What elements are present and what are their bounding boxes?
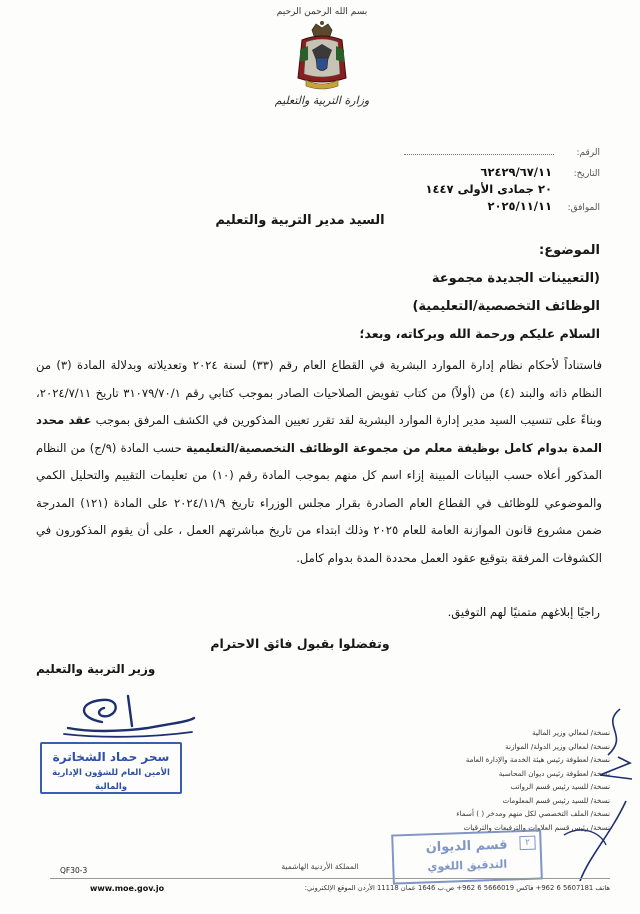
cc-item: نسخة/ لمعالي وزير الدولة/ الموازنة	[505, 741, 610, 751]
ref-gregorian-label: الموافق:	[567, 203, 600, 213]
stamp-title: الأمين العام للشؤون الإدارية والمالية	[52, 768, 170, 792]
diwan-stamp-line-2: التدقيق اللغوي	[427, 857, 508, 874]
regards-line: وتفضلوا بقبول فائق الاحترام	[210, 636, 390, 651]
body-bold-part: عقد محدد المدة بدوام كامل بوظيفة معلم من مجموعة الوظائف التخصصية/التعليمية	[36, 413, 603, 455]
footer-country: المملكة الأردنية الهاشمية	[281, 862, 359, 871]
ref-date-value: ٦٢٤٢٩/٦٧/١١	[480, 165, 552, 179]
body-part-1: فاستناداً لأحكام نظام إدارة الموارد البشرية في القطاع العام رقم (٣٣) لسنة ٢٠٢٤ وتعديلاته وبدلالة المادة (٣) من النظام ذاته والبند (٤) من (أولاً) من كتاب تفويض الصلاحيات الصادر بموجب كتابي رقم ٣١٠٧٩/٧٠/١ تاريخ ٢٠٢٤/٧/١١، وبناءً على تنسيب السيد مدير إدارة الموارد البشرية لقد تقرر تعيين المذكورين في الكشف المرفق بموجب	[36, 358, 602, 427]
ref-hijri-value: ٢٠ جمادى الأولى ١٤٤٧	[425, 182, 552, 196]
stamp-name: سحر حماد الشخاترة	[52, 750, 170, 764]
cc-item: نسخة/ الملف التخصصي لكل منهم ومدخر ( ) أسماء	[456, 809, 610, 818]
cc-item: نسخة/ لعطوفة رئيس ديوان المحاسبة	[498, 768, 610, 778]
cc-item: نسخة/ رئيس قسم العلاوات والترفيعات والترقيات	[463, 822, 610, 832]
ref-date-row	[370, 165, 600, 182]
cc-item: نسخة/ لعطوفة رئيس هيئة الخدمة والإدارة العامة	[465, 755, 610, 764]
ministry-logo-text: وزارة التربية والتعليم	[274, 94, 370, 107]
diwan-stamp-line-1: قسم الديوان	[425, 837, 508, 856]
reference-block	[370, 148, 600, 216]
footer-contact: هاتف 5607181 6 962+ فاكس 5666019 6 962+ ص.ب 1646 عمان 11118 الأردن الموقع الإلكتروني:	[304, 884, 610, 892]
signature-icon	[58, 688, 198, 740]
letter-body	[36, 352, 602, 572]
cc-item: نسخة/ لمعالي وزير المالية	[531, 728, 610, 737]
form-code: QF30-3	[60, 866, 88, 875]
diwan-stamp	[391, 829, 543, 884]
footer-website-link[interactable]: www.moe.gov.jo	[90, 884, 165, 893]
subject-label: الموضوع:	[539, 243, 600, 258]
ref-hijri-row	[370, 182, 600, 199]
cc-item: نسخة/ للسيد رئيس قسم الرواتب	[510, 782, 610, 791]
subject-line-2: الوظائف التخصصية/التعليمية)	[412, 299, 600, 314]
subject-line-1: (التعيينات الجديدة مجموعة	[431, 271, 600, 286]
cc-item: نسخة/ للسيد رئيس قسم المعلومات	[502, 795, 610, 805]
letterhead	[262, 6, 382, 136]
diwan-stamp-badge: ٢	[519, 836, 535, 851]
jordan-coat-of-arms-icon	[294, 20, 350, 92]
ref-gregorian-value: ٢٠٢٥/١١/١١	[487, 199, 552, 213]
minister-title: وزير التربية والتعليم	[36, 662, 156, 676]
ref-number-row	[370, 148, 600, 165]
body-part-2: حسب المادة (٩/ج) من النظام المذكور أعلاه حسب البيانات المبينة إزاء اسم كل منهم بموجب المادة رقم (١٠) من تعليمات التقييم والتحليل الكمي والموضوعي للوظائف في القطاع العام الصادرة بقرار مجلس الوزراء تاريخ ٢٠٢٤/١١/٩ على المادة (١٢١) المدرجة ضمن مشروع قانون الموازنة العامة للعام ٢٠٢٥ وذلك ابتداء من تاريخ مباشرتهم العمل ، على أن يقوم المذكورون في الكشوفات المرفقة بتوقيع عقود العمل محددة المدة بدوام كامل.	[36, 440, 603, 565]
basmala: بسم الله الرحمن الرحيم	[276, 7, 368, 17]
footer-divider	[50, 878, 610, 879]
ref-date-label: التاريخ:	[573, 169, 600, 179]
ref-number-label: الرقم:	[576, 148, 600, 158]
margin-scribble-icon	[560, 705, 636, 885]
ref-number-line	[404, 154, 554, 155]
greeting: السلام عليكم ورحمة الله وبركاته، وبعد؛	[359, 326, 600, 341]
closing-line: راجيًا إبلاغهم متمنيًا لهم التوفيق.	[447, 605, 600, 619]
signatory-stamp	[40, 742, 182, 794]
addressee: السيد مدير التربية والتعليم	[215, 213, 385, 228]
